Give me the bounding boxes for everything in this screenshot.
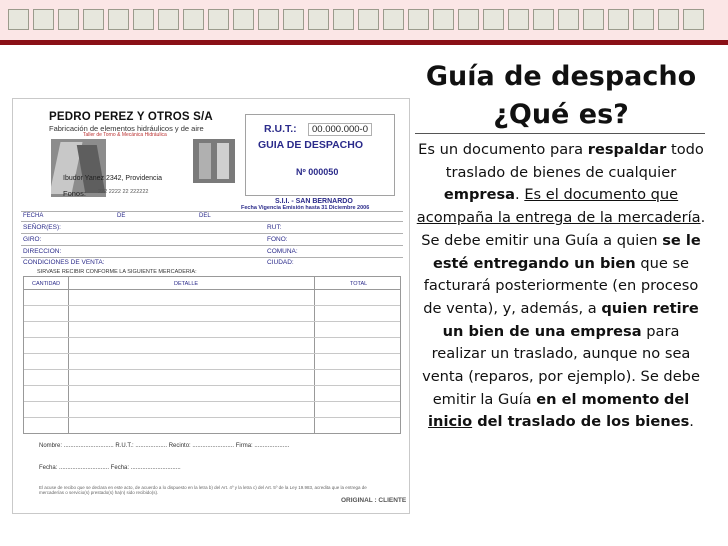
sii-office: S.I.I. - SAN BERNARDO [275, 198, 353, 205]
intro-text: SIRVASE RECIBIR CONFORME LA SIGUIENTE MERCADERIA: [37, 269, 197, 275]
band-square [133, 9, 154, 30]
th-total: TOTAL [350, 281, 368, 287]
band-square [333, 9, 354, 30]
band-square [458, 9, 479, 30]
th-cantidad: CANTIDAD [32, 281, 61, 287]
band-squares [8, 9, 704, 30]
band-square [108, 9, 129, 30]
band-square [83, 9, 104, 30]
body-text: . [689, 413, 694, 431]
fonos-values: 222 2222 22 222222 [98, 189, 149, 195]
original-cliente-label: ORIGINAL : CLIENTE [341, 497, 407, 504]
rut-label: R.U.T.: [264, 123, 297, 135]
body-text: . Se debe emitir una Guía a quien [421, 209, 706, 249]
rut-value: 00.000.000-0 [308, 123, 372, 136]
body-text: . [515, 186, 525, 204]
slide-title [415, 58, 707, 134]
band-square [8, 9, 29, 30]
body-bold: respaldar [587, 141, 667, 158]
table-row-rule [24, 337, 400, 338]
company-address: Ibudor Yanez 2342, Providencia [63, 175, 162, 182]
body-text: todo traslado de bienes de cualquier [445, 141, 704, 181]
body-bold: en el momento [536, 390, 660, 408]
band-square [408, 9, 429, 30]
table-row-rule [24, 369, 400, 370]
band-square [533, 9, 554, 30]
band-divider [0, 40, 728, 45]
body-bold: del traslado de los bienes [472, 413, 690, 431]
fonos-label: Fonos: [63, 189, 86, 198]
company-name: PEDRO PEREZ Y OTROS S/A [49, 111, 213, 123]
field-comuna: COMUNA: [267, 248, 298, 255]
band-square [583, 9, 604, 30]
table-row-rule [24, 401, 400, 402]
fecha-de-label: DE [117, 213, 126, 219]
field-ciudad: CIUDAD: [267, 259, 294, 266]
body-bold: empresa [443, 186, 516, 204]
footer-date-line: Fecha: .............................. Fecha: .............................. [39, 465, 181, 471]
table-header-rule [24, 289, 400, 290]
field-rut: RUT: [267, 224, 282, 231]
fecha-del-label: DEL [199, 213, 211, 219]
field-senores: SEÑOR(ES): [23, 224, 61, 231]
rut-box [245, 114, 395, 196]
title-line-1: Guía de despacho [425, 61, 697, 92]
company-subline: Taller de Torno & Mecánica Hidráulica [83, 132, 167, 138]
table-row-rule [24, 353, 400, 354]
band-square [183, 9, 204, 30]
body-text: Es un documento para [418, 141, 588, 158]
field-rule [21, 257, 403, 258]
band-square [558, 9, 579, 30]
company-photo [193, 139, 235, 183]
title-underline [415, 133, 705, 134]
footer-signature-line: Nombre: .............................. R.U.T.: ................... Recinto: ......................... Firma: ..................... [39, 443, 290, 449]
field-giro: GIRO: [23, 236, 42, 243]
field-direccion: DIRECCION: [23, 248, 62, 255]
band-square [608, 9, 629, 30]
slide-body-text [415, 139, 707, 434]
band-square [33, 9, 54, 30]
band-square [233, 9, 254, 30]
body-text: que se facturará posteriormente (en proceso de venta), y, además, a [423, 254, 699, 317]
table-column-rule [68, 277, 69, 433]
items-table [23, 276, 401, 434]
table-row-rule [24, 321, 400, 322]
title-line-2: ¿Qué es? [493, 99, 629, 130]
band-square [383, 9, 404, 30]
field-fono: FONO: [267, 236, 288, 243]
body-bold-underlined [428, 413, 472, 430]
guia-despacho-document [12, 98, 410, 514]
th-detalle: DETALLE [174, 281, 199, 287]
band-square [658, 9, 679, 30]
field-rule [21, 245, 403, 246]
band-square [308, 9, 329, 30]
body-bold: se le esté entregando un bien [432, 231, 701, 272]
header-rule [21, 211, 403, 212]
table-column-rule [314, 277, 315, 433]
field-rule [21, 233, 403, 234]
band-square [258, 9, 279, 30]
field-rule [21, 221, 403, 222]
band-square [683, 9, 704, 30]
company-description: Fabricación de elementos hidráulicos y de aire [49, 124, 204, 133]
field-condiciones: CONDICIONES DE VENTA: [23, 259, 105, 266]
band-square [433, 9, 454, 30]
top-decorative-band [0, 0, 728, 40]
guia-label: GUIA DE DESPACHO [258, 139, 364, 151]
fecha-label: FECHA [23, 213, 44, 219]
table-row-rule [24, 305, 400, 306]
body-bold: del [663, 390, 690, 408]
band-square [508, 9, 529, 30]
table-row-rule [24, 385, 400, 386]
band-square [483, 9, 504, 30]
band-square [358, 9, 379, 30]
band-square [58, 9, 79, 30]
guia-number: Nº 000050 [296, 167, 339, 177]
body-underlined: inicio [428, 413, 473, 431]
band-square [158, 9, 179, 30]
table-row-rule [24, 417, 400, 418]
body-bold: quien retire un bien de una empresa [442, 299, 699, 340]
vigencia-text: Fecha Vigencia Emisión hasta 31 Diciembre 2006 [241, 205, 370, 211]
band-square [208, 9, 229, 30]
body-underlined: Es el documento que acompaña la entrega de la mercadería [416, 186, 701, 227]
band-square [633, 9, 654, 30]
fine-print: El acuse de recibo que se declara en este acto, de acuerdo a lo dispuesto en la letra b) del Art. 4º y la letra c) del Art. 5º de la Ley 19.983, acredita que la entrega de mercaderías o servicio(s) prestado(s) ha(n) sido recibido(s). [39, 485, 367, 495]
band-square [283, 9, 304, 30]
body-text: para realizar un traslado, aunque no sea venta (reparos, por ejemplo). Se debe emitir la Guía [422, 322, 700, 408]
